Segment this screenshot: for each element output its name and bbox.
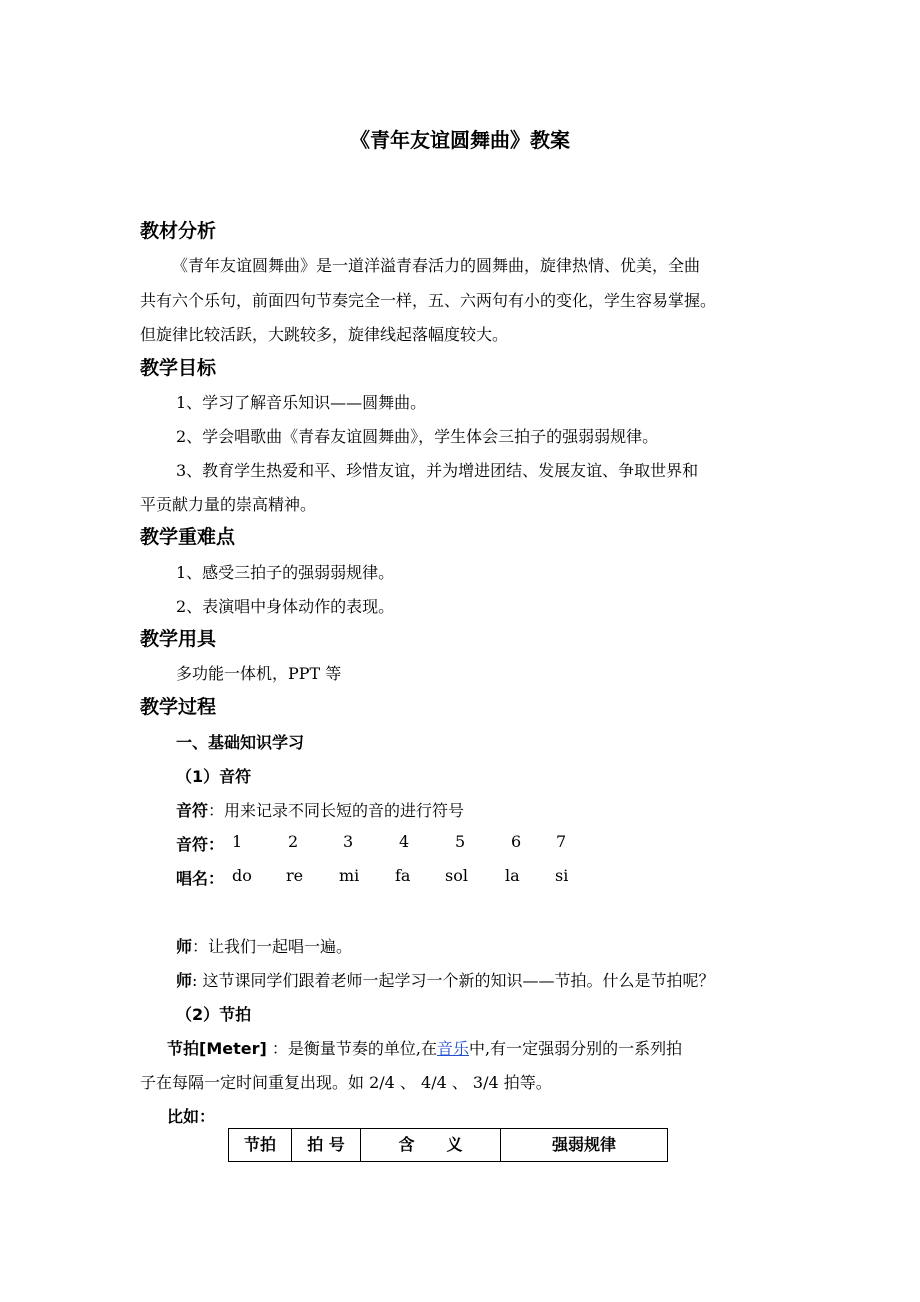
tools-text: 多功能一体机，PPT 等 — [176, 664, 342, 683]
meter-label: 节拍[Meter] — [167, 1039, 267, 1058]
table-header-meter: 节拍 — [243, 1135, 276, 1154]
note-number: 3 — [343, 832, 354, 851]
analysis-line: 共有六个乐句，前面四句节奏完全一样，五、六两句有小的变化，学生容易掌握。 — [140, 291, 717, 310]
analysis-line: 但旋律比较活跃，大跳较多，旋律线起落幅度较大。 — [140, 325, 509, 344]
note-number: 5 — [455, 832, 466, 851]
solfege-syllable: si — [555, 866, 569, 885]
table-border-bottom — [228, 1161, 668, 1162]
meter-text: ：是衡量节奏的单位,在 — [266, 1039, 437, 1058]
solfege-syllable: do — [232, 866, 252, 885]
difficulty-item: 1、感受三拍子的强弱弱规律。 — [176, 563, 395, 582]
notes-heading: （1）音符 — [176, 767, 252, 786]
teacher-text: : 这节课同学们跟着老师一起学习一个新的知识——节拍。什么是节拍呢？ — [192, 971, 715, 990]
note-number: 7 — [556, 832, 567, 851]
note-number: 6 — [511, 832, 522, 851]
section-heading-process: 教学过程 — [140, 696, 217, 718]
meter-text: 中,有一定强弱分别的一系列拍 — [469, 1039, 683, 1058]
example-label: 比如： — [167, 1107, 216, 1126]
difficulty-item: 2、表演唱中身体动作的表现。 — [176, 597, 395, 616]
solfege-syllable: fa — [395, 866, 411, 885]
table-divider — [667, 1128, 668, 1162]
goal-item: 2、学会唱歌曲《青春友谊圆舞曲》，学生体会三拍子的强弱弱规律。 — [176, 427, 659, 446]
notes-def-text: ：用来记录不同长短的音的进行符号 — [208, 801, 465, 820]
table-header-meaning: 含 义 — [398, 1135, 463, 1154]
page-title: 《青年友谊圆舞曲》教案 — [350, 128, 570, 152]
notes-label: 音符： — [176, 835, 225, 854]
note-number: 4 — [399, 832, 410, 851]
table-header-signature: 拍 号 — [307, 1135, 345, 1154]
table-header-pattern: 强弱规律 — [551, 1135, 616, 1154]
section-heading-analysis: 教材分析 — [140, 220, 217, 242]
solfege-label: 唱名： — [176, 869, 225, 888]
solfege-syllable: re — [286, 866, 304, 885]
teacher-label: 师 — [176, 971, 193, 990]
note-number: 1 — [232, 832, 243, 851]
goal-item: 3、教育学生热爱和平、珍惜友谊，并为增进团结、发展友谊、争取世界和 — [176, 461, 699, 480]
solfege-syllable: mi — [339, 866, 360, 885]
meter-heading: （2）节拍 — [176, 1005, 252, 1024]
goal-item: 1、学习了解音乐知识——圆舞曲。 — [176, 393, 427, 412]
solfege-syllable: la — [505, 866, 520, 885]
goal-item: 平贡献力量的崇高精神。 — [140, 495, 317, 514]
section-heading-goals: 教学目标 — [140, 357, 217, 379]
teacher-text: ：让我们一起唱一遍。 — [192, 937, 353, 956]
note-number: 2 — [288, 832, 299, 851]
section-heading-tools: 教学用具 — [140, 628, 217, 650]
music-link[interactable]: 音乐 — [436, 1039, 469, 1058]
section-heading-difficulties: 教学重难点 — [140, 526, 236, 548]
meter-definition-line-2: 子在每隔一定时间重复出现。如 2/4 、 4/4 、 3/4 拍等。 — [140, 1073, 552, 1092]
notes-def-label: 音符 — [176, 801, 209, 820]
teacher-label: 师 — [176, 937, 193, 956]
process-part1: 一、基础知识学习 — [176, 733, 305, 752]
solfege-syllable: sol — [445, 866, 468, 885]
analysis-line: 《青年友谊圆舞曲》是一道洋溢青春活力的圆舞曲，旋律热情、优美，全曲 — [172, 256, 701, 275]
